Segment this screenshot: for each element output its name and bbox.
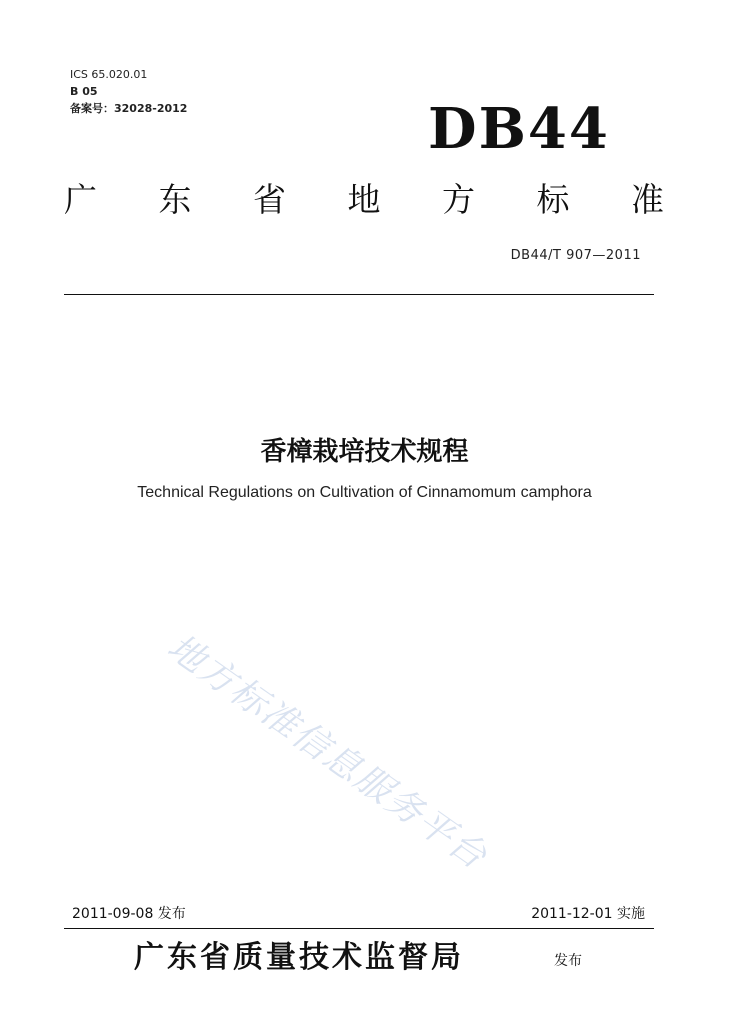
standard-type-char: 地 — [347, 180, 381, 219]
standard-type-heading — [64, 178, 664, 222]
document-metadata — [70, 66, 187, 117]
standard-type-char: 标 — [536, 180, 570, 219]
standard-type-char: 省 — [253, 180, 286, 219]
watermark: 地方标准信息服务平台 — [159, 626, 495, 879]
standard-type-char: 准 — [631, 180, 664, 219]
ics-code: ICS 65.020.01 — [70, 68, 148, 81]
standard-type-char: 广 — [64, 180, 97, 219]
document-title-cn: 香樟栽培技术规程 — [260, 437, 469, 467]
issuer-suffix: 发布 — [554, 953, 582, 969]
classification-code: B 05 — [70, 85, 98, 98]
standard-type-char: 东 — [158, 180, 192, 219]
implementation-date: 2011-12-01 实施 — [531, 906, 645, 922]
filing-number: 备案号：32028-2012 — [70, 102, 188, 115]
standard-type-char: 方 — [442, 180, 475, 219]
standard-number: DB44/T 907—2011 — [510, 248, 641, 263]
issue-date: 2011-09-08 发布 — [72, 906, 186, 922]
top-divider — [64, 294, 654, 295]
issuing-authority: 广东省质量技术监督局 — [134, 940, 464, 975]
db-code-logo: DB44 — [428, 96, 610, 162]
bottom-divider — [64, 928, 654, 929]
document-title-en: Technical Regulations on Cultivation of Cinnamomum camphora — [137, 484, 592, 501]
